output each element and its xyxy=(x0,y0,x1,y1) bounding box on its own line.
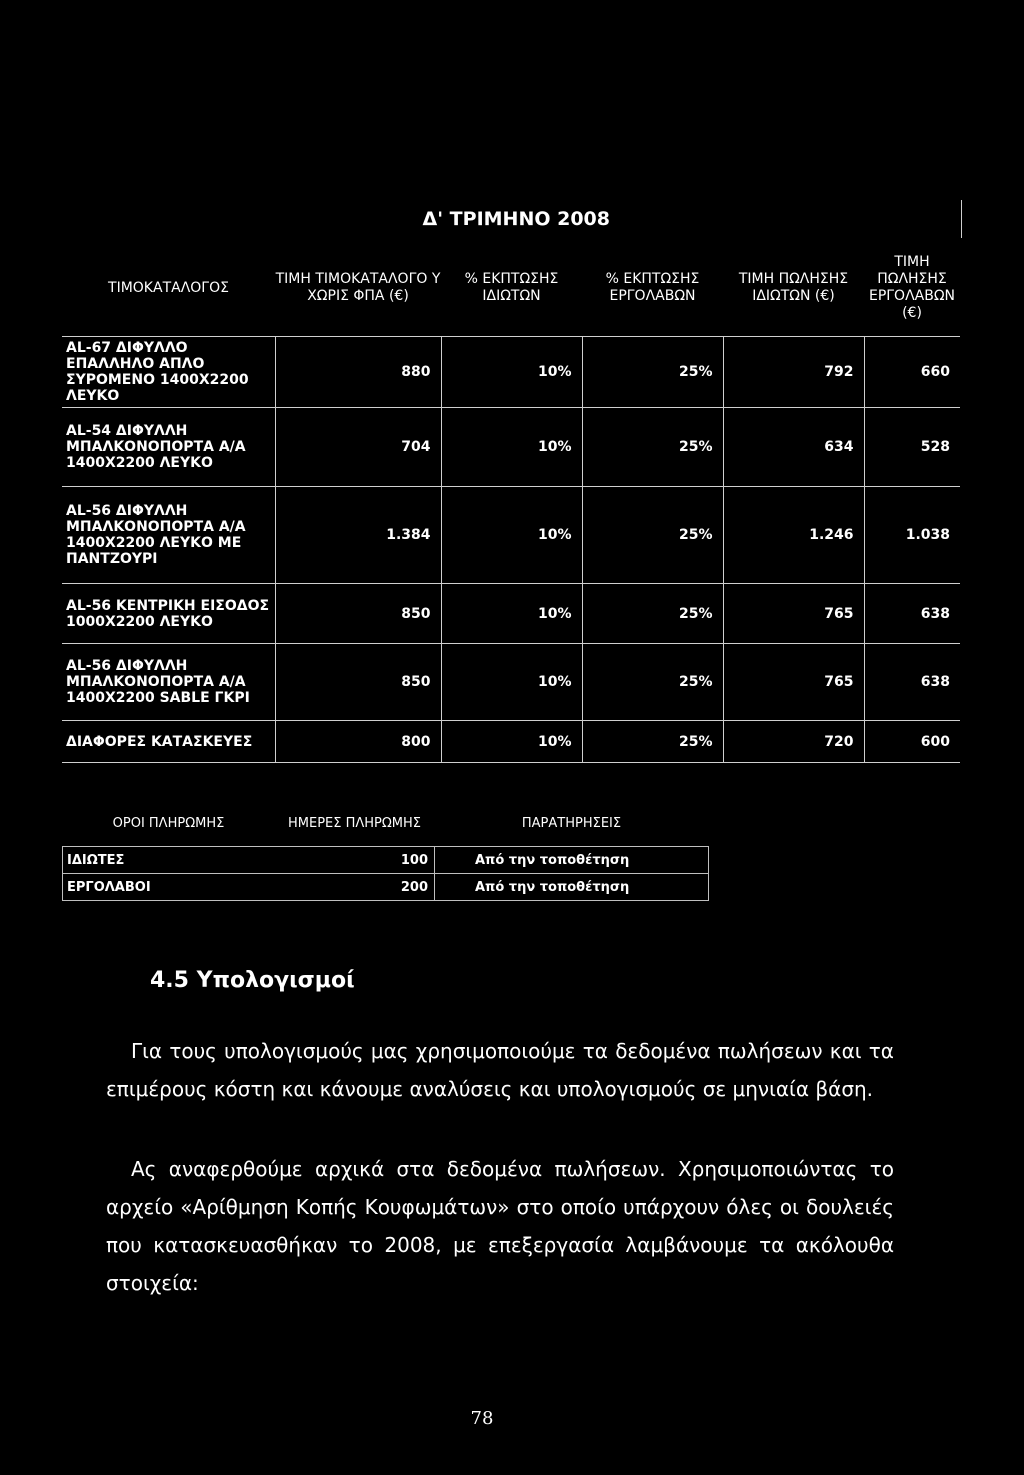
payment-role: ΙΔΙΩΤΕΣ xyxy=(63,847,275,874)
payment-note: Από την τοποθέτηση xyxy=(435,874,709,901)
vertical-rule xyxy=(961,200,962,238)
header-payment-terms: ΟΡΟΙ ΠΛΗΡΩΜΗΣ xyxy=(112,816,225,831)
section-heading: 4.5 Υπολογισμοί xyxy=(150,968,355,993)
price-private: 634 xyxy=(723,408,864,487)
table-row xyxy=(62,721,960,763)
list-price: 850 xyxy=(275,644,441,721)
discount-private: 10% xyxy=(441,337,582,408)
price-private: 1.246 xyxy=(723,487,864,584)
price-contractor: 660 xyxy=(864,337,960,408)
table-row xyxy=(63,847,709,874)
price-contractor: 528 xyxy=(864,408,960,487)
header-list-price: ΤΙΜΗ ΤΙΜΟΚΑΤΑΛΟΓΟ Υ ΧΩΡΙΣ ΦΠΑ (€) xyxy=(275,271,441,304)
payment-terms-table xyxy=(62,802,709,901)
header-price-list: ΤΙΜΟΚΑΤΑΛΟΓΟΣ xyxy=(108,279,229,296)
list-price: 800 xyxy=(275,721,441,763)
product-name: AL-56 ΔΙΦΥΛΛΗ ΜΠΑΛΚΟΝΟΠΟΡΤΑ Α/Α 1400X2200 ΛΕΥΚΟ ΜΕ ΠΑΝΤΖΟΥΡΙ xyxy=(62,487,275,584)
table-row xyxy=(62,408,960,487)
header-price-contractor: ΤΙΜΗ ΠΩΛΗΣΗΣ ΕΡΓΟΛΑΒΩΝ (€) xyxy=(868,254,956,321)
table-row xyxy=(62,487,960,584)
table-row xyxy=(63,874,709,901)
payment-days: 200 xyxy=(275,874,435,901)
discount-private: 10% xyxy=(441,721,582,763)
discount-contractor: 25% xyxy=(582,644,723,721)
discount-private: 10% xyxy=(441,644,582,721)
list-price: 850 xyxy=(275,584,441,644)
table-row xyxy=(62,337,960,408)
price-contractor: 600 xyxy=(864,721,960,763)
paragraph: Για τους υπολογισμούς μας χρησιμοποιούμε τα δεδομένα πωλήσεων και τα επιμέρους κόστη και κάνουμε αναλύσεις και υπολογισμούς σε μηνιαία βάση. xyxy=(106,1039,894,1101)
page-number: 78 xyxy=(470,1408,494,1429)
header-price-private: ΤΙΜΗ ΠΩΛΗΣΗΣ ΙΔΙΩΤΩΝ (€) xyxy=(738,271,849,304)
discount-contractor: 25% xyxy=(582,337,723,408)
price-contractor: 638 xyxy=(864,644,960,721)
table-row xyxy=(62,584,960,644)
list-price: 704 xyxy=(275,408,441,487)
payment-note: Από την τοποθέτηση xyxy=(435,847,709,874)
paragraph: Ας αναφερθούμε αρχικά στα δεδομένα πωλήσεων. Χρησιμοποιώντας το αρχείο «Αρίθμηση Κοπής Κουφωμάτων» στο οποίο υπάρχουν όλες οι δουλειές που κατασκευασθήκαν το 2008, με επεξεργασία λαμβάνουμε τα ακόλουθα στοιχεία: xyxy=(106,1157,894,1295)
discount-private: 10% xyxy=(441,487,582,584)
product-name: AL-56 ΚΕΝΤΡΙΚΗ ΕΙΣΟΔΟΣ 1000X2200 ΛΕΥΚΟ xyxy=(62,584,275,644)
payment-table-header-row xyxy=(63,802,709,847)
product-name: ΔΙΑΦΟΡΕΣ ΚΑΤΑΣΚΕΥΕΣ xyxy=(62,721,275,763)
quarter-title: Δ' ΤΡΙΜΗΝΟ 2008 xyxy=(422,208,610,230)
payment-days: 100 xyxy=(275,847,435,874)
payment-role: ΕΡΓΟΛΑΒΟΙ xyxy=(63,874,275,901)
product-name: AL-54 ΔΙΦΥΛΛΗ ΜΠΑΛΚΟΝΟΠΟΡΤΑ Α/Α 1400X2200 ΛΕΥΚΟ xyxy=(62,408,275,487)
list-price: 1.384 xyxy=(275,487,441,584)
table-row xyxy=(62,644,960,721)
discount-contractor: 25% xyxy=(582,408,723,487)
header-payment-days: ΗΜΕΡΕΣ ΠΛΗΡΩΜΗΣ xyxy=(287,816,422,831)
price-private: 765 xyxy=(723,584,864,644)
header-discount-contractor: % ΕΚΠΤΩΣΗΣ ΕΡΓΟΛΑΒΩΝ xyxy=(605,271,700,304)
discount-contractor: 25% xyxy=(582,721,723,763)
header-discount-private: % ΕΚΠΤΩΣΗΣ ΙΔΙΩΤΩΝ xyxy=(464,271,559,304)
price-list-table xyxy=(62,240,960,763)
discount-private: 10% xyxy=(441,408,582,487)
product-name: AL-56 ΔΙΦΥΛΛΗ ΜΠΑΛΚΟΝΟΠΟΡΤΑ Α/Α 1400X2200 SABLE ΓΚΡΙ xyxy=(62,644,275,721)
discount-private: 10% xyxy=(441,584,582,644)
price-private: 720 xyxy=(723,721,864,763)
price-table-header-row xyxy=(62,240,960,337)
price-private: 765 xyxy=(723,644,864,721)
header-remarks: ΠΑΡΑΤΗΡΗΣΕΙΣ xyxy=(521,816,622,831)
price-contractor: 638 xyxy=(864,584,960,644)
discount-contractor: 25% xyxy=(582,584,723,644)
price-contractor: 1.038 xyxy=(864,487,960,584)
product-name: AL-67 ΔΙΦΥΛΛΟ ΕΠΑΛΛΗΛΟ ΑΠΛΟ ΣΥΡΟΜΕΝΟ 1400X2200 ΛΕΥΚΟ xyxy=(62,337,275,408)
discount-contractor: 25% xyxy=(582,487,723,584)
price-private: 792 xyxy=(723,337,864,408)
list-price: 880 xyxy=(275,337,441,408)
